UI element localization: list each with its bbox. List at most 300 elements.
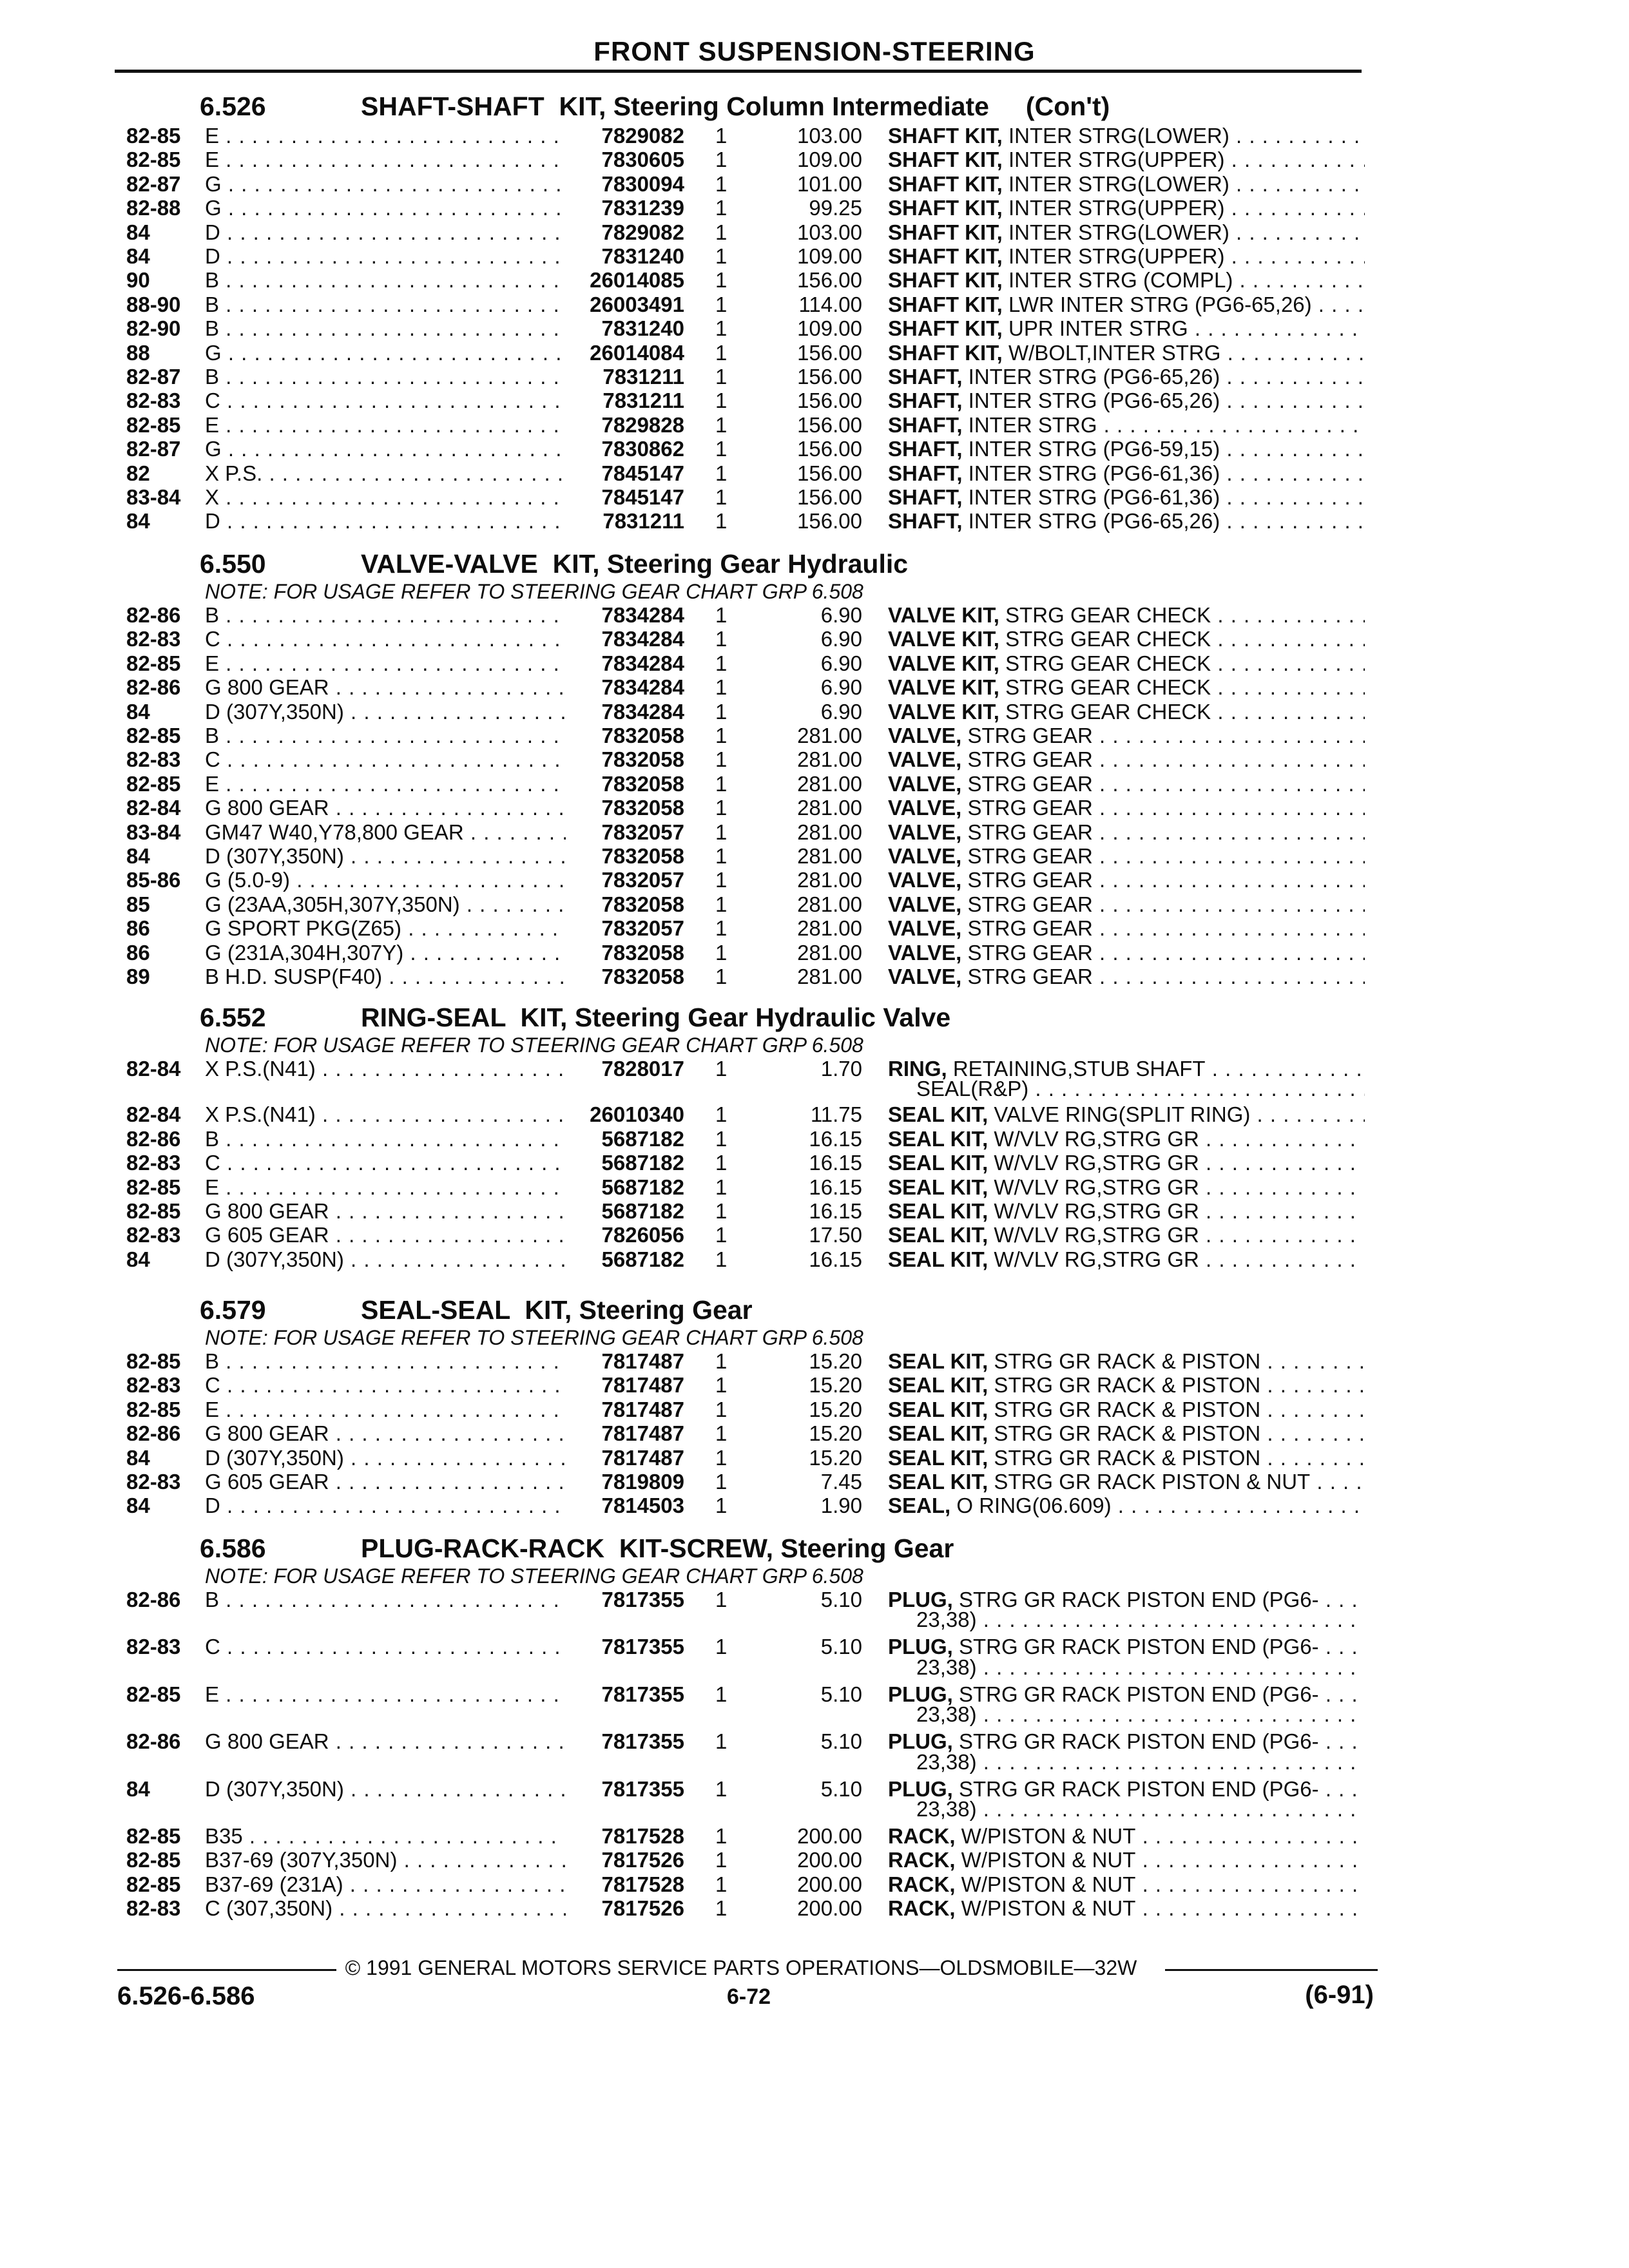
model-years: 84 [126,1247,150,1271]
table-row [0,148,1629,171]
price: 200.00 [797,1848,862,1872]
price: 156.00 [797,461,862,485]
description-text: W/VLV RG,STRG GR [988,1199,1199,1223]
quantity: 1 [715,940,728,965]
description-continuation: SEAL(R&P) . . . [916,1077,1365,1101]
price: 15.20 [809,1397,862,1421]
description-text: STRG GR RACK PISTON END (PG6- [952,1635,1319,1659]
table-row [0,1872,1629,1896]
description-keyword: SEAL KIT, [888,1151,988,1175]
description-keyword: RING, [888,1057,947,1081]
quantity: 1 [715,1776,728,1801]
model-years: 83-84 [126,485,181,509]
price: 156.00 [797,485,862,509]
quantity: 1 [715,603,728,627]
description-keyword: VALVE KIT, [888,651,999,675]
part-description [888,268,1365,293]
quantity: 1 [715,268,728,293]
table-row [0,941,1629,965]
model-years: 82-85 [126,1872,181,1896]
description-keyword: SHAFT KIT, [888,244,1003,268]
model-years: 89 [126,965,150,988]
description-text: INTER STRG(LOWER) [1002,171,1229,196]
model-years: 84 [126,699,150,724]
price: 103.00 [797,220,862,244]
description-text: INTER STRG(UPPER) [1002,196,1225,220]
table-row [0,820,1629,844]
model-code: D (307Y,350N) . . . [205,1247,566,1272]
table-row-continuation [0,1750,1629,1774]
quantity: 1 [715,1872,728,1896]
part-description [888,796,1365,820]
quantity: 1 [715,627,728,651]
model-years: 82-86 [126,603,181,627]
description-text: INTER STRG(UPPER) [1002,244,1225,268]
price: 281.00 [797,771,862,796]
description-text: INTER STRG (PG6-65,26) [962,389,1220,413]
model-code: B . . . [205,1588,566,1612]
part-description [888,1175,1365,1200]
table-row [0,1349,1629,1373]
part-description [888,196,1365,220]
part-description [888,1398,1365,1422]
footer-date: (6-91) [1305,1981,1374,2009]
description-text: STRG GR RACK & PISTON [988,1349,1261,1373]
table-row [0,844,1629,868]
model-code: B . . . [205,1349,566,1374]
part-description [888,148,1365,172]
model-years: 82-85 [126,771,181,796]
model-code: C . . . [205,627,566,651]
price: 281.00 [797,892,862,916]
description-continuation: 23,38) . . . [916,1655,1365,1680]
description-text: STRG GEAR CHECK [999,699,1211,724]
description-keyword: VALVE, [888,747,962,772]
model-years: 85-86 [126,868,181,892]
part-description [888,916,1365,941]
section-header [200,91,1360,122]
quantity: 1 [715,1729,728,1754]
description-continuation: 23,38) . . . [916,1750,1365,1774]
price: 5.10 [820,1588,862,1611]
part-number: 7830094 [598,172,684,197]
quantity: 1 [715,244,728,268]
price: 200.00 [797,1872,862,1896]
part-description [888,1127,1365,1151]
model-years: 82-85 [126,1175,181,1199]
part-number: 7834284 [598,675,684,700]
part-number: 7831240 [598,244,684,269]
description-text: STRG GEAR CHECK [999,675,1211,700]
quantity: 1 [715,316,728,341]
model-code: E . . . [205,124,566,148]
model-code: G 605 GEAR . . . [205,1470,566,1494]
model-code: G 800 GEAR . . . [205,1199,566,1224]
model-years: 84 [126,1776,150,1801]
model-code: C . . . [205,747,566,772]
description-keyword: VALVE, [888,868,962,892]
description-text: STRG GR RACK & PISTON [988,1373,1261,1398]
price: 6.90 [820,699,862,724]
part-description [888,1102,1365,1127]
quantity: 1 [715,1349,728,1373]
description-text: STRG GEAR [961,771,1093,796]
model-years: 82-84 [126,1102,181,1127]
footer-page-number: 6-72 [727,1984,771,2009]
description-text: INTER STRG(UPPER) [1002,148,1225,172]
part-description [888,651,1365,676]
model-years: 82-83 [126,389,181,413]
model-code: X . . . [205,485,566,510]
description-keyword: VALVE, [888,796,962,820]
description-keyword: PLUG, [888,1588,953,1611]
model-code: C . . . [205,389,566,413]
part-description [888,1872,1365,1897]
description-text: STRG GEAR [961,724,1093,747]
model-years: 82-83 [126,1223,181,1247]
model-code: D . . . [205,244,566,269]
quantity: 1 [715,1199,728,1223]
quantity: 1 [715,820,728,844]
part-number: 7817487 [598,1373,684,1398]
part-description [888,124,1365,148]
model-code: B . . . [205,603,566,628]
part-number: 7831239 [598,196,684,220]
header-rule [115,70,1362,73]
part-description [888,868,1365,892]
table-row [0,413,1629,437]
description-keyword: SEAL KIT, [888,1421,988,1446]
description-text: STRG GR RACK & PISTON [988,1445,1261,1470]
model-years: 82-85 [126,1199,181,1223]
table-row [0,389,1629,412]
price: 156.00 [797,268,862,293]
part-number: 7845147 [598,485,684,510]
table-row [0,747,1629,771]
part-description [888,1421,1365,1446]
section-header [200,549,1360,580]
quantity: 1 [715,1175,728,1199]
price: 281.00 [797,916,862,941]
model-years: 82-85 [126,724,181,747]
quantity: 1 [715,1151,728,1175]
part-number: 7834284 [598,651,684,676]
part-number: 7819809 [598,1470,684,1494]
price: 103.00 [797,124,862,148]
model-years: 82-83 [126,1635,181,1659]
description-text: UPR INTER STRG [1002,316,1188,341]
table-row-continuation [0,1077,1629,1100]
part-description [888,172,1365,197]
description-text: STRG GR RACK PISTON END (PG6- [952,1588,1319,1611]
model-code: C (307,350N) . . . [205,1896,566,1921]
quantity: 1 [715,1102,728,1127]
description-text: W/VLV RG,STRG GR [988,1175,1199,1199]
price: 281.00 [797,796,862,820]
description-text: STRG GEAR [961,940,1093,965]
model-years: 84 [126,244,150,268]
part-description [888,1470,1365,1494]
price: 5.10 [820,1776,862,1801]
table-row [0,603,1629,627]
price: 1.70 [820,1057,862,1081]
table-row [0,675,1629,699]
part-description [888,603,1365,628]
description-keyword: VALVE KIT, [888,627,999,651]
part-description [888,316,1365,341]
model-code: G (5.0-9) . . . [205,868,566,892]
part-number: 7830862 [598,437,684,461]
part-number: 7832058 [598,796,684,820]
table-row [0,1127,1629,1151]
description-text: STRG GEAR [961,868,1093,892]
table-row [0,651,1629,675]
quantity: 1 [715,1470,728,1494]
description-text: STRG GEAR [961,892,1093,916]
model-years: 82-86 [126,675,181,700]
description-text: INTER STRG [962,412,1097,437]
description-text: W/PISTON & NUT [955,1824,1136,1848]
description-keyword: VALVE, [888,916,962,941]
description-text: INTER STRG (PG6-65,26) [962,509,1220,533]
description-text: STRG GEAR [961,820,1093,844]
model-years: 82 [126,461,150,485]
description-keyword: SHAFT KIT, [888,292,1003,316]
part-number: 5687182 [598,1199,684,1224]
part-number: 7817355 [598,1777,684,1802]
part-number: 7845147 [598,461,684,486]
section-header [200,1003,1360,1033]
quantity: 1 [715,1373,728,1398]
quantity: 1 [715,1848,728,1872]
description-text: W/VLV RG,STRG GR [988,1151,1199,1175]
description-text: STRG GR RACK & PISTON [988,1397,1261,1421]
part-number: 26003491 [586,293,684,317]
price: 15.20 [809,1421,862,1446]
description-keyword: RACK, [888,1872,956,1896]
quantity: 1 [715,1057,728,1081]
part-number: 5687182 [598,1127,684,1151]
model-years: 82-85 [126,412,181,437]
quantity: 1 [715,1635,728,1659]
quantity: 1 [715,965,728,988]
part-number: 7832058 [598,965,684,989]
part-description [888,1446,1365,1470]
description-keyword: VALVE, [888,844,962,868]
model-code: E . . . [205,413,566,437]
description-keyword: VALVE, [888,771,962,796]
table-row [0,437,1629,461]
price: 281.00 [797,965,862,988]
model-code: D (307Y,350N) . . . [205,1446,566,1470]
table-row [0,1102,1629,1126]
model-years: 84 [126,1445,150,1470]
part-number: 26014084 [586,341,684,365]
part-description [888,437,1365,461]
model-code: G 605 GEAR . . . [205,1223,566,1247]
description-keyword: SEAL KIT, [888,1397,988,1421]
part-number: 7834284 [598,627,684,651]
part-description [888,485,1365,510]
part-description [888,772,1365,796]
model-code: C . . . [205,1373,566,1398]
description-keyword: SEAL KIT, [888,1247,988,1271]
model-code: X P.S.(N41) . . . [205,1102,566,1127]
quantity: 1 [715,892,728,916]
model-code: E . . . [205,1682,566,1707]
part-number: 7831240 [598,316,684,341]
description-text: W/PISTON & NUT [955,1848,1136,1872]
quantity: 1 [715,461,728,485]
table-row [0,341,1629,365]
section-title: VALVE-VALVE KIT, Steering Gear Hydraulic [361,549,909,579]
table-row [0,220,1629,244]
quantity: 1 [715,485,728,509]
quantity: 1 [715,1682,728,1706]
part-number: 7830605 [598,148,684,172]
model-code: G . . . [205,172,566,197]
part-description [888,1373,1365,1398]
part-number: 7832058 [598,941,684,965]
description-text: INTER STRG(LOWER) [1002,124,1229,148]
part-number: 7832058 [598,724,684,748]
model-years: 88-90 [126,292,181,316]
section-number: 6.550 [200,549,266,579]
model-code: B . . . [205,365,566,389]
model-code: G 800 GEAR . . . [205,1421,566,1446]
model-code: D . . . [205,509,566,533]
part-number: 7832057 [598,820,684,845]
table-row [0,1247,1629,1271]
description-keyword: SEAL KIT, [888,1349,988,1373]
price: 7.45 [820,1470,862,1494]
quantity: 1 [715,724,728,747]
description-text: STRG GEAR CHECK [999,603,1211,627]
section-header [200,1533,1360,1564]
model-code: D . . . [205,220,566,245]
description-keyword: RACK, [888,1848,956,1872]
section-header [200,1295,1360,1326]
part-number: 7817487 [598,1349,684,1374]
model-code: B . . . [205,724,566,748]
model-code: D (307Y,350N) . . . [205,1777,566,1802]
model-years: 84 [126,1494,150,1518]
model-code: GM47 W40,Y78,800 GEAR . . . [205,820,566,845]
table-row-continuation [0,1655,1629,1679]
part-description [888,965,1365,989]
part-number: 7817528 [598,1872,684,1897]
part-description [888,365,1365,389]
table-row [0,1151,1629,1175]
model-years: 84 [126,509,150,533]
quantity: 1 [715,292,728,316]
part-description [888,1199,1365,1224]
part-description [888,341,1365,365]
description-keyword: SHAFT, [888,412,963,437]
model-code: X P.S. . . . [205,461,566,486]
description-keyword: SHAFT KIT, [888,268,1003,293]
part-number: 7817487 [598,1446,684,1470]
part-description [888,1896,1365,1921]
model-code: B . . . [205,1127,566,1151]
description-continuation: 23,38) . . . [916,1702,1365,1727]
price: 15.20 [809,1445,862,1470]
description-text: STRG GR RACK PISTON END (PG6- [952,1776,1319,1801]
model-code: G . . . [205,341,566,365]
description-keyword: SHAFT KIT, [888,340,1003,365]
model-years: 82-86 [126,1588,181,1611]
model-code: G SPORT PKG(Z65) . . . [205,916,566,941]
price: 1.90 [820,1494,862,1518]
quantity: 1 [715,844,728,868]
description-keyword: SHAFT KIT, [888,316,1003,341]
model-code: C . . . [205,1151,566,1175]
part-number: 7834284 [598,700,684,724]
part-description [888,244,1365,269]
model-years: 82-83 [126,1896,181,1921]
part-number: 7814503 [598,1494,684,1518]
model-years: 85 [126,892,150,916]
price: 5.10 [820,1635,862,1659]
description-continuation: 23,38) . . . [916,1797,1365,1821]
model-code: G 800 GEAR . . . [205,796,566,820]
quantity: 1 [715,1445,728,1470]
section-number: 6.586 [200,1533,266,1563]
part-number: 26014085 [586,268,684,293]
model-code: G 800 GEAR . . . [205,1729,566,1754]
table-row [0,244,1629,268]
description-keyword: SHAFT KIT, [888,148,1003,172]
description-keyword: SHAFT KIT, [888,220,1003,244]
model-code: D (307Y,350N) . . . [205,700,566,724]
quantity: 1 [715,509,728,533]
model-code: G (23AA,305H,307Y,350N) . . . [205,892,566,917]
model-years: 90 [126,268,150,293]
model-code: X P.S.(N41) . . . [205,1057,566,1081]
description-keyword: PLUG, [888,1729,953,1754]
part-description [888,220,1365,245]
part-number: 7817528 [598,1824,684,1849]
part-number: 5687182 [598,1247,684,1272]
price: 16.15 [809,1247,862,1271]
part-description [888,413,1365,437]
model-code: D (307Y,350N) . . . [205,844,566,869]
model-years: 82-83 [126,1151,181,1175]
model-years: 82-85 [126,124,181,148]
price: 156.00 [797,412,862,437]
description-keyword: RACK, [888,1824,956,1848]
model-years: 82-85 [126,1824,181,1848]
model-code: E . . . [205,1398,566,1422]
description-keyword: SEAL KIT, [888,1470,988,1494]
part-description [888,1247,1365,1272]
model-years: 86 [126,940,150,965]
quantity: 1 [715,771,728,796]
model-code: G . . . [205,437,566,461]
quantity: 1 [715,916,728,941]
table-row [0,268,1629,292]
description-continuation: 23,38) . . . [916,1608,1365,1632]
part-description [888,509,1365,533]
part-number: 7826056 [598,1223,684,1247]
table-row [0,1446,1629,1470]
model-code: E . . . [205,772,566,796]
description-text: O RING(06.609) [950,1494,1112,1518]
part-description [888,820,1365,845]
model-years: 82-86 [126,1421,181,1446]
model-code: B H.D. SUSP(F40) . . . [205,965,566,989]
description-keyword: VALVE KIT, [888,675,999,700]
